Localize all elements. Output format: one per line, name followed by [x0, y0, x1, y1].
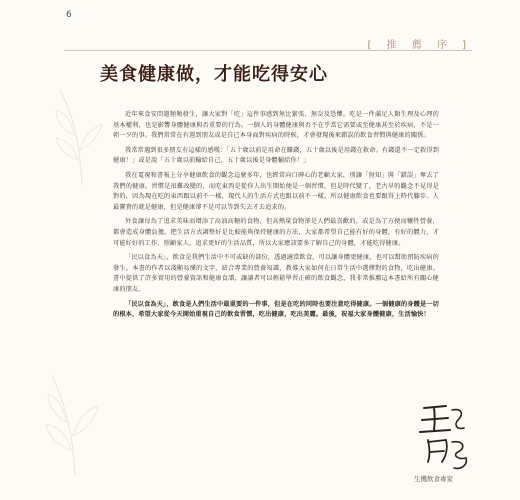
page-number: 6: [66, 10, 72, 20]
author-signature: [412, 400, 474, 472]
paragraph: 我在電視和書報上分享健康飲食的觀念這麼多年，也經常向口碑心的老顧大家，別讓「無知」與「錯誤」奪去了我們的健康。習慣是很難改變的，而吃東西是從你人出生開始便是一個習慣，但是時代變了，老古早的觀念不見得是對的，因為現在吃的東西跟以前不一樣，現代人的生活方式也跟以前不一樣，所以健康飲食也要跟得上時代腳步。人最寶貴的就是健康，但是健康卻不是可以等到失去才去追求的。: [113, 171, 439, 211]
article-body: [113, 110, 439, 325]
leaf-ornament-top-left: [52, 80, 112, 190]
paragraph: 「民以食為天」，飲食是人們生活中最重要的一件事，但是在吃的同時也要注意吃得健康。一個健康的身體是一切的根本，希望大家從今天開始重視自己的飲食習慣，吃出健康，吃出美麗。最後，祝福大家身體健康，生活愉快！: [113, 300, 439, 319]
section-label: [ 推 薦 序 ]: [367, 40, 472, 51]
paragraph: 我常常遇到很多朋友有這樣的感嘆：「五十歲以前是用命在賺錢，五十歲以後是用錢在救命。有錢還不一定救得到健康！」或是說「五十歲以前輸給自己，五十歲以後是身體輸給你！」: [113, 146, 439, 165]
paragraph: 外食讓每為了追求美味而增添了高油高糖的食物，但高熱量食物卻是人們最喜歡的，或是為了方便而犧牲營養，都會造成身體負擔。把生活方式調整好是比較能夠保持健康的方法，大家都希望自己能有好的身體，有好的體力，才可能好好的工作、照顧家人，追求更好的生活品質，所以大家應該要多了解自己的身體，才能吃得健康。: [113, 218, 439, 247]
signature-caption: 生機飲食專家: [414, 475, 453, 483]
paragraph: 「民以食為天」，飲食是我們生活中不可或缺的部份，透過適當飲食，可以讓身體更健康，也可以幫助預防疾病的發生。本書的作者以淺顯易懂的文字，結合專業的營養知識，教導大家如何在日常生活中選擇對的食物，吃出健康。書中提供了許多實用的營養資訊和健康食譜，讓讀者可以輕鬆學習正確的飲食觀念，我非常推薦這本書給所有關心健康的朋友。: [113, 254, 439, 293]
paragraph: 近年來食安問題頻頻發生，讓大家對「吃」這件事感到無比緊張、無奈及恐懼。吃是一件滿足人類生理及心理的基本權利，也是影響身體健康與否重要的行為。一個人的身體健康與否不在乎當它需要或至健康甚至於疾病，不是一朝一夕的事。我們常常在有週到朋友或是自己本身面對疾病的時候，才會發現後來錯誤的飲食習慣與健康的關係。: [113, 111, 439, 140]
leaf-ornament-bottom-left: [40, 360, 110, 480]
header-rule: [64, 50, 472, 51]
page-title: 美食健康做，才能吃得安心: [100, 64, 328, 85]
